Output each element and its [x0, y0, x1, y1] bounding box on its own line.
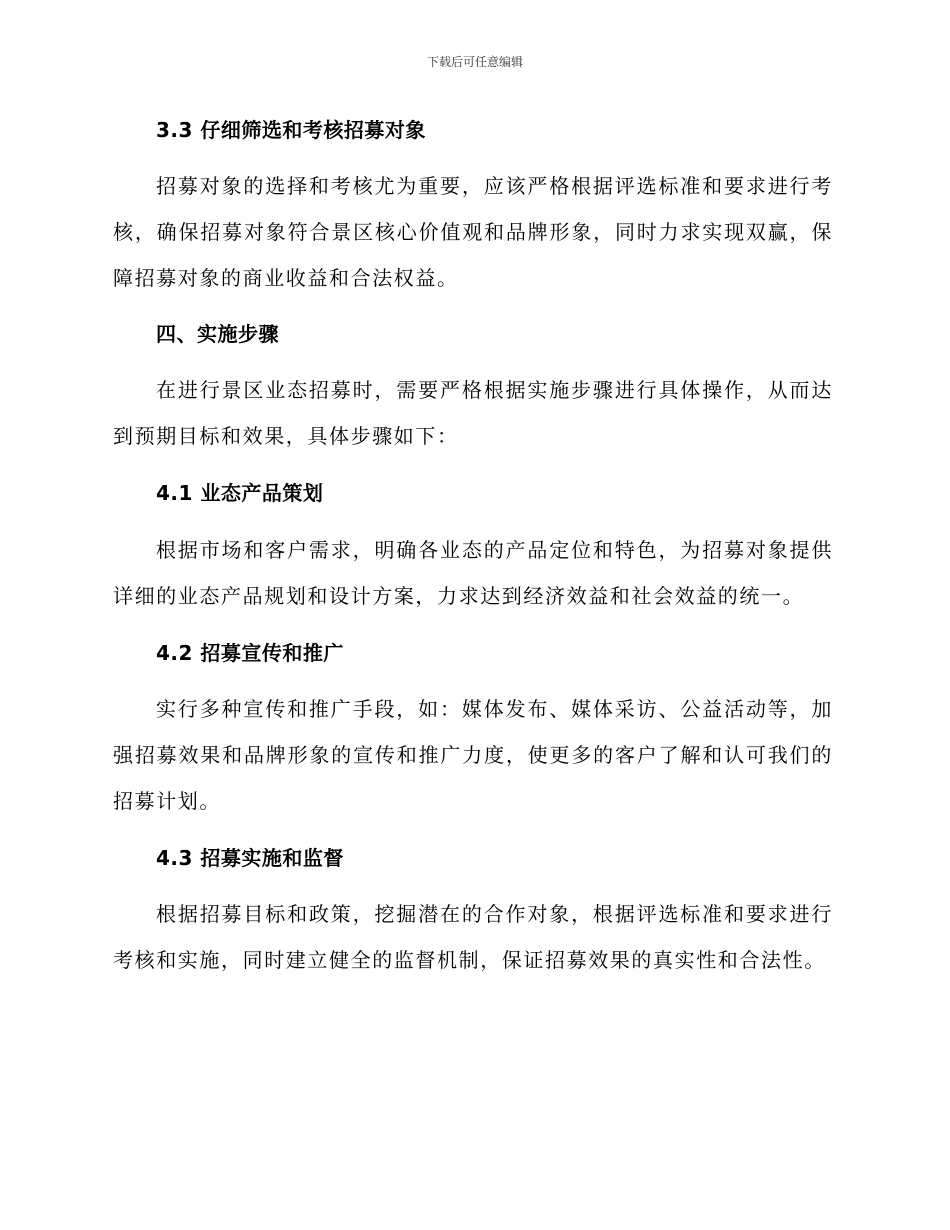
section-paragraph-4-1: 根据市场和客户需求，明确各业态的产品定位和特色，为招募对象提供详细的业态产品规划和设计方案，力求达到经济效益和社会效益的统一。	[113, 538, 833, 608]
section-heading-4-1: 4.1 业态产品策划	[156, 481, 324, 505]
section-heading-4: 四、实施步骤	[156, 322, 279, 346]
section-heading-3-3: 3.3 仔细筛选和考核招募对象	[156, 118, 426, 142]
section-paragraph-4: 在进行景区业态招募时，需要严格根据实施步骤进行具体操作，从而达到预期目标和效果，具体步骤如下：	[113, 378, 833, 448]
page-header-note: 下载后可任意编辑	[426, 55, 523, 69]
section-paragraph-4-2: 实行多种宣传和推广手段，如：媒体发布、媒体采访、公益活动等，加强招募效果和品牌形象的宣传和推广力度，使更多的客户了解和认可我们的招募计划。	[113, 697, 833, 813]
section-paragraph-4-3: 根据招募目标和政策，挖掘潜在的合作对象，根据评选标准和要求进行考核和实施，同时建立健全的监督机制，保证招募效果的真实性和合法性。	[113, 902, 833, 972]
section-paragraph-3-3: 招募对象的选择和考核尤为重要，应该严格根据评选标准和要求进行考核，确保招募对象符合景区核心价值观和品牌形象，同时力求实现双赢，保障招募对象的商业收益和合法权益。	[113, 174, 833, 290]
section-heading-4-3: 4.3 招募实施和监督	[156, 846, 344, 870]
section-heading-4-2: 4.2 招募宣传和推广	[156, 641, 344, 665]
